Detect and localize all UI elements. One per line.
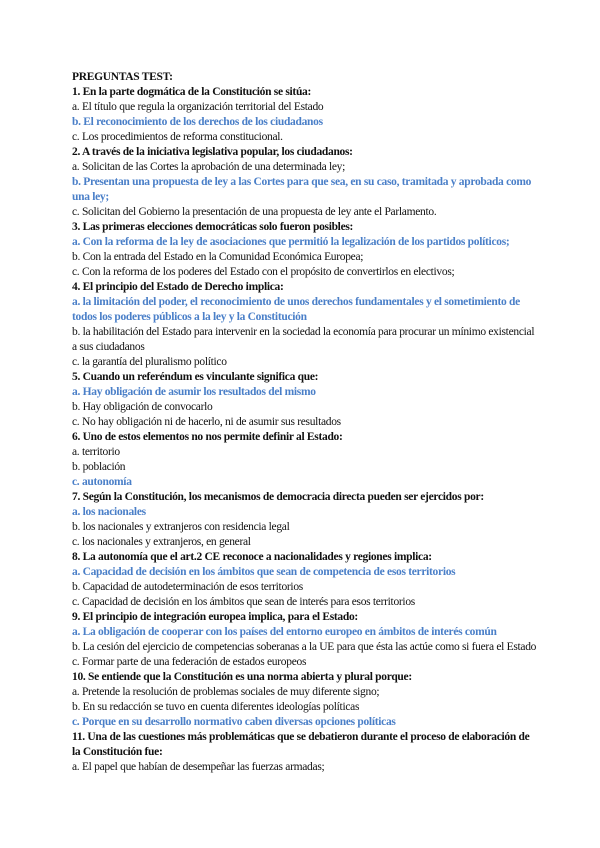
question-7: 7. Según la Constitución, los mecanismos de democracia directa pueden ser ejercidos por:	[72, 491, 484, 503]
answer-option: b. Capacidad de autodeterminación de esos territorios	[72, 581, 303, 593]
correct-answer-option: b. Presentan una propuesta de ley a las Cortes para que sea, en su caso, tramitada y aprobada como una ley;	[72, 176, 532, 203]
question-list	[72, 85, 540, 775]
answer-option: a. territorio	[72, 446, 120, 458]
correct-answer-option: a. Con la reforma de la ley de asociaciones que permitió la legalización de los partidos políticos;	[72, 236, 510, 248]
answer-option: c. la garantía del pluralismo político	[72, 356, 227, 368]
answer-option: c. Con la reforma de los poderes del Estado con el propósito de convertirlos en electivos;	[72, 266, 455, 278]
answer-option: a. El título que regula la organización territorial del Estado	[72, 101, 324, 113]
correct-answer-option: c. Porque en su desarrollo normativo caben diversas opciones políticas	[72, 716, 396, 728]
answer-option: c. los nacionales y extranjeros, en general	[72, 536, 251, 548]
answer-option: c. Solicitan del Gobierno la presentación de una propuesta de ley ante el Parlamento.	[72, 206, 437, 218]
answer-option: b. Con la entrada del Estado en la Comunidad Económica Europea;	[72, 251, 364, 263]
correct-answer-option: a. Capacidad de decisión en los ámbitos que sean de competencia de esos territorios	[72, 566, 456, 578]
question-6: 6. Uno de estos elementos no nos permite definir al Estado:	[72, 431, 343, 443]
answer-option: a. Pretende la resolución de problemas sociales de muy diferente signo;	[72, 686, 380, 698]
question-2: 2. A través de la iniciativa legislativa popular, los ciudadanos:	[72, 146, 353, 158]
correct-answer-option: a. Hay obligación de asumir los resultados del mismo	[72, 386, 316, 398]
question-4: 4. El principio del Estado de Derecho implica:	[72, 281, 284, 293]
question-5: 5. Cuando un referéndum es vinculante significa que:	[72, 371, 319, 383]
question-8: 8. La autonomía que el art.2 CE reconoce a nacionalidades y regiones implica:	[72, 551, 432, 563]
answer-option: a. El papel que habían de desempeñar las fuerzas armadas;	[72, 761, 325, 773]
answer-option: a. Solicitan de las Cortes la aprobación de una determinada ley;	[72, 161, 345, 173]
answer-option: c. No hay obligación ni de hacerlo, ni de asumir sus resultados	[72, 416, 341, 428]
answer-option: b. la habilitación del Estado para intervenir en la sociedad la economía para procurar un mínimo existencial a sus ciudadanos	[72, 326, 535, 353]
answer-option: b. población	[72, 461, 126, 473]
answer-option: c. Los procedimientos de reforma constitucional.	[72, 131, 283, 143]
question-11: 11. Una de las cuestiones más problemáticas que se debatieron durante el proceso de elaboración de la Constitución fue:	[72, 731, 530, 758]
answer-option: b. Hay obligación de convocarlo	[72, 401, 213, 413]
answer-option: b. los nacionales y extranjeros con residencia legal	[72, 521, 290, 533]
question-3: 3. Las primeras elecciones democráticas solo fueron posibles:	[72, 221, 354, 233]
answer-option: c. Formar parte de una federación de estados europeos	[72, 656, 307, 668]
question-9: 9. El principio de integración europea implica, para el Estado:	[72, 611, 358, 623]
question-1: 1. En la parte dogmática de la Constitución se sitúa:	[72, 86, 312, 98]
correct-answer-option: a. los nacionales	[72, 506, 146, 518]
answer-option: c. Capacidad de decisión en los ámbitos que sean de interés para esos territorios	[72, 596, 415, 608]
correct-answer-option: a. la limitación del poder, el reconocimiento de unos derechos fundamentales y el sometimiento de todos los poderes públicos a la ley y la Constitución	[72, 296, 520, 323]
document-title: PREGUNTAS TEST:	[72, 71, 173, 83]
correct-answer-option: b. El reconocimiento de los derechos de los ciudadanos	[72, 116, 323, 128]
answer-option: b. En su redacción se tuvo en cuenta diferentes ideologías políticas	[72, 701, 360, 713]
correct-answer-option: a. La obligación de cooperar con los países del entorno europeo en ámbitos de interés común	[72, 626, 497, 638]
question-10: 10. Se entiende que la Constitución es una norma abierta y plural porque:	[72, 671, 412, 683]
correct-answer-option: c. autonomía	[72, 476, 132, 488]
answer-option: b. La cesión del ejercicio de competencias soberanas a la UE para que ésta las actúe como si fuera el Estado	[72, 641, 537, 653]
